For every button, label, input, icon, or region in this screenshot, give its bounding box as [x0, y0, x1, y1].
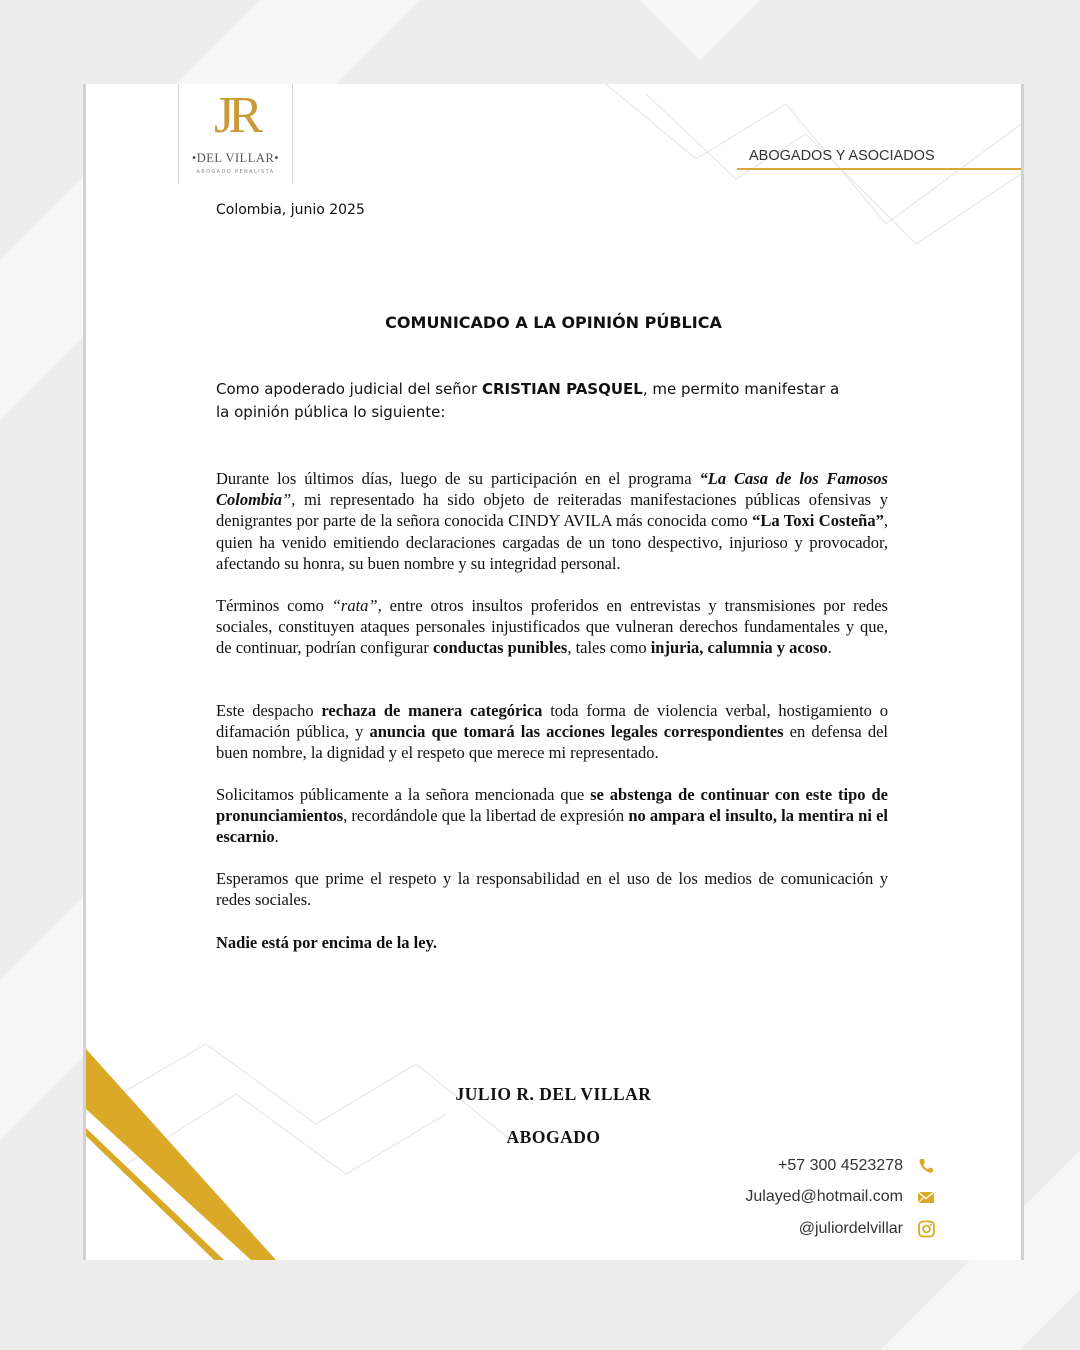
logo-name: •DEL VILLAR• — [191, 151, 280, 165]
text: , entre otros insultos proferidos en entrevistas y transmisiones por redes sociales, constituyen ataques personales injustificados que vulneran derechos fundamentales y que, de continuar, podrían configurar — [216, 596, 888, 658]
contact-email — [646, 1186, 936, 1208]
intro-text: , me permito manifestar a la opinión pública lo siguiente: — [216, 380, 840, 421]
quote-close: ” — [282, 490, 292, 510]
text: en defensa del buen nombre, la dignidad y el respeto que merece mi representado. — [216, 722, 888, 763]
paragraph-4 — [216, 784, 888, 848]
email-address: Julayed@hotmail.com — [745, 1188, 903, 1205]
firm-underline — [737, 168, 1021, 170]
intro-paragraph — [216, 378, 856, 424]
letter-title: COMUNICADO A LA OPINIÓN PÚBLICA — [385, 313, 722, 332]
text: . — [827, 638, 832, 658]
phone-number: +57 300 4523278 — [777, 1157, 903, 1174]
paragraph-1 — [216, 468, 888, 574]
paragraph-3 — [216, 700, 888, 764]
phone-icon — [916, 1157, 936, 1175]
intro-text: Como apoderado judicial del señor — [216, 380, 482, 398]
alias-name: “La Toxi Costeña” — [752, 511, 884, 531]
contact-phone — [646, 1155, 936, 1177]
insult-term: “rata” — [331, 596, 378, 615]
signature-name: JULIO R. DEL VILLAR — [455, 1084, 652, 1104]
instagram-icon — [916, 1220, 936, 1238]
contact-instagram — [646, 1218, 936, 1240]
text: . — [274, 827, 279, 847]
text: , tales como — [567, 638, 651, 658]
bold-text: conductas punibles — [432, 638, 568, 658]
bold-text: se abstenga de continuar con este tipo de pronunciamientos — [216, 785, 888, 826]
bold-text: rechaza de manera categórica — [321, 701, 543, 720]
text: , mi representado ha sido objeto de reiteradas manifestaciones públicas ofensivas y denigrantes por parte de la señora conocida CINDY AVILA más conocida como — [216, 490, 888, 531]
firm-tagline: ABOGADOS Y ASOCIADOS — [749, 148, 935, 164]
bold-text: anuncia que tomará las acciones legales correspondientes — [369, 722, 784, 742]
logo-monogram: JR — [214, 87, 257, 144]
text: , quien ha venido emitiendo declaraciones cargadas de un tono despectivo, injurioso y provocador, afectando su honra, su buen nombre y su integridad personal. — [216, 511, 888, 573]
text: Durante los últimos días, luego de su participación en el programa — [216, 469, 700, 488]
program-name: “La Casa de los Famosos Colombia — [216, 469, 888, 510]
paragraph-5: Esperamos que prime el respeto y la responsabilidad en el uso de los medios de comunicación y redes sociales. — [216, 869, 888, 910]
text: , recordándole que la libertad de expresión — [343, 806, 629, 826]
text: toda forma de violencia verbal, hostigamiento o difamación pública, y — [216, 701, 888, 742]
bold-text: injuria, calumnia y acoso — [650, 638, 828, 658]
text: Solicitamos públicamente a la señora mencionada que — [216, 785, 591, 804]
paragraph-2 — [216, 595, 888, 659]
letter-page — [83, 84, 1024, 1260]
logo-subtitle: ABOGADO PENALISTA — [196, 169, 275, 175]
bold-text: no ampara el insulto, la mentira ni el escarnio — [216, 806, 888, 847]
text: Este despacho — [216, 701, 322, 720]
instagram-handle: @juliordelvillar — [798, 1220, 903, 1237]
mail-icon — [916, 1188, 936, 1206]
closing-statement: Nadie está por encima de la ley. — [216, 933, 438, 952]
letter-date: Colombia, junio 2025 — [216, 202, 365, 218]
text: Términos como — [216, 596, 332, 615]
firm-logo — [178, 84, 293, 184]
signature-role: ABOGADO — [506, 1127, 601, 1147]
client-name: CRISTIAN PASQUEL — [481, 380, 643, 398]
gold-stripe-wide — [86, 1049, 276, 1260]
